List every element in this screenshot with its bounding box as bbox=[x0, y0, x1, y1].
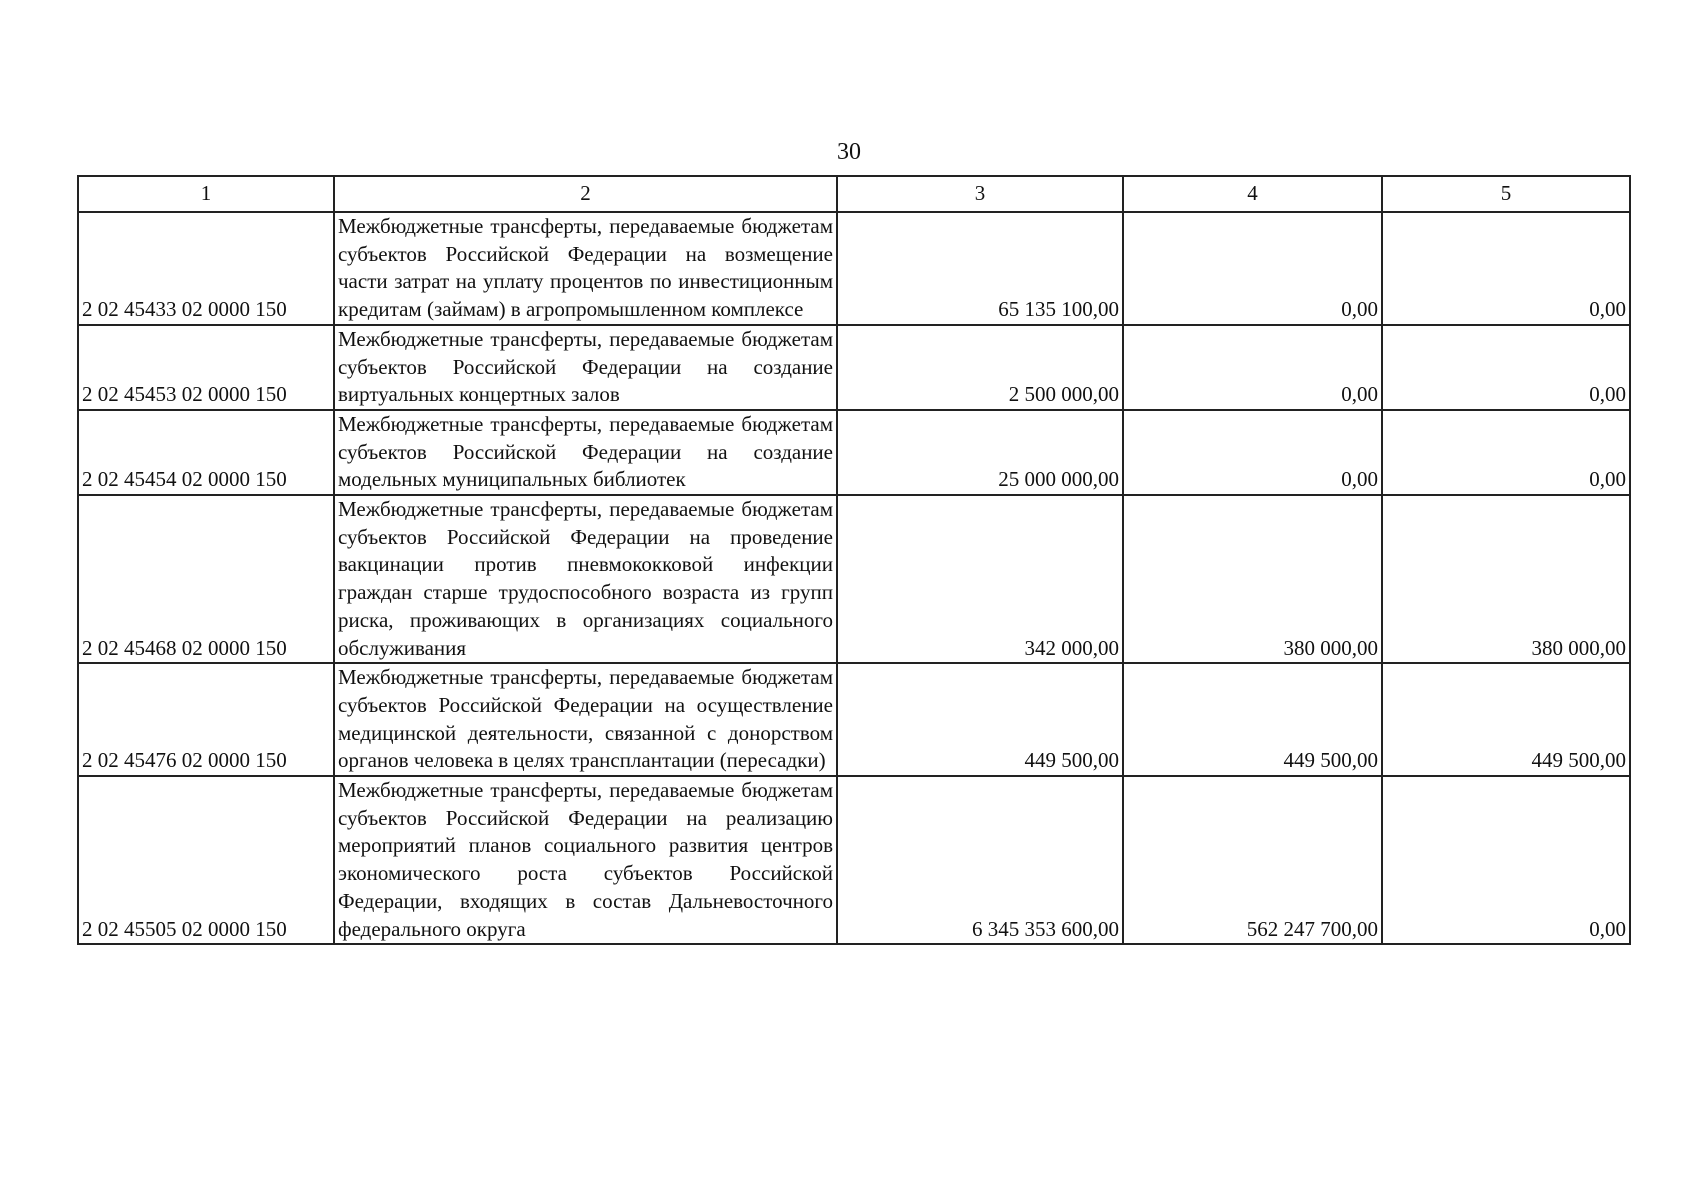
table-row bbox=[78, 663, 1630, 776]
amount-col-4: 0,00 bbox=[1123, 212, 1382, 325]
table-row bbox=[78, 776, 1630, 944]
amount-col-3: 342 000,00 bbox=[837, 495, 1123, 663]
description: Межбюджетные трансферты, передаваемые бюджетам субъектов Российской Федерации на осуществление медицинской деятельности, связанной с донорством органов человека в целях трансплантации (пересадки) bbox=[334, 663, 837, 776]
amount-col-4: 562 247 700,00 bbox=[1123, 776, 1382, 944]
amount-col-4: 0,00 bbox=[1123, 325, 1382, 410]
description: Межбюджетные трансферты, передаваемые бюджетам субъектов Российской Федерации на проведение вакцинации против пневмококковой инфекции граждан старше трудоспособного возраста из групп риска, проживающих в организациях социального обслуживания bbox=[334, 495, 837, 663]
header-col-4: 4 bbox=[1123, 176, 1382, 212]
amount-col-5: 449 500,00 bbox=[1382, 663, 1630, 776]
amount-col-5: 380 000,00 bbox=[1382, 495, 1630, 663]
amount-col-3: 449 500,00 bbox=[837, 663, 1123, 776]
table-row bbox=[78, 325, 1630, 410]
table-row bbox=[78, 212, 1630, 325]
amount-col-3: 6 345 353 600,00 bbox=[837, 776, 1123, 944]
amount-col-5: 0,00 bbox=[1382, 212, 1630, 325]
table-row bbox=[78, 410, 1630, 495]
amount-col-5: 0,00 bbox=[1382, 776, 1630, 944]
header-col-1: 1 bbox=[78, 176, 334, 212]
budget-code: 2 02 45476 02 0000 150 bbox=[78, 663, 334, 776]
table-row bbox=[78, 495, 1630, 663]
budget-code: 2 02 45454 02 0000 150 bbox=[78, 410, 334, 495]
amount-col-3: 2 500 000,00 bbox=[837, 325, 1123, 410]
description: Межбюджетные трансферты, передаваемые бюджетам субъектов Российской Федерации на создание виртуальных концертных залов bbox=[334, 325, 837, 410]
header-col-5: 5 bbox=[1382, 176, 1630, 212]
header-col-3: 3 bbox=[837, 176, 1123, 212]
amount-col-4: 0,00 bbox=[1123, 410, 1382, 495]
page-number: 30 bbox=[837, 139, 861, 165]
budget-code: 2 02 45433 02 0000 150 bbox=[78, 212, 334, 325]
budget-code: 2 02 45505 02 0000 150 bbox=[78, 776, 334, 944]
amount-col-3: 65 135 100,00 bbox=[837, 212, 1123, 325]
amount-col-5: 0,00 bbox=[1382, 325, 1630, 410]
header-col-2: 2 bbox=[334, 176, 837, 212]
amount-col-3: 25 000 000,00 bbox=[837, 410, 1123, 495]
budget-table bbox=[77, 175, 1631, 945]
description: Межбюджетные трансферты, передаваемые бюджетам субъектов Российской Федерации на возмещение части затрат на уплату процентов по инвестиционным кредитам (займам) в агропромышленном комплексе bbox=[334, 212, 837, 325]
header-row bbox=[78, 176, 1630, 212]
table-body bbox=[78, 212, 1630, 944]
amount-col-4: 380 000,00 bbox=[1123, 495, 1382, 663]
description: Межбюджетные трансферты, передаваемые бюджетам субъектов Российской Федерации на реализацию мероприятий планов социального развития центров экономического роста субъектов Российской Федерации, входящих в состав Дальневосточного федерального округа bbox=[334, 776, 837, 944]
amount-col-4: 449 500,00 bbox=[1123, 663, 1382, 776]
description: Межбюджетные трансферты, передаваемые бюджетам субъектов Российской Федерации на создание модельных муниципальных библиотек bbox=[334, 410, 837, 495]
budget-code: 2 02 45468 02 0000 150 bbox=[78, 495, 334, 663]
budget-code: 2 02 45453 02 0000 150 bbox=[78, 325, 334, 410]
table-header bbox=[78, 176, 1630, 212]
amount-col-5: 0,00 bbox=[1382, 410, 1630, 495]
